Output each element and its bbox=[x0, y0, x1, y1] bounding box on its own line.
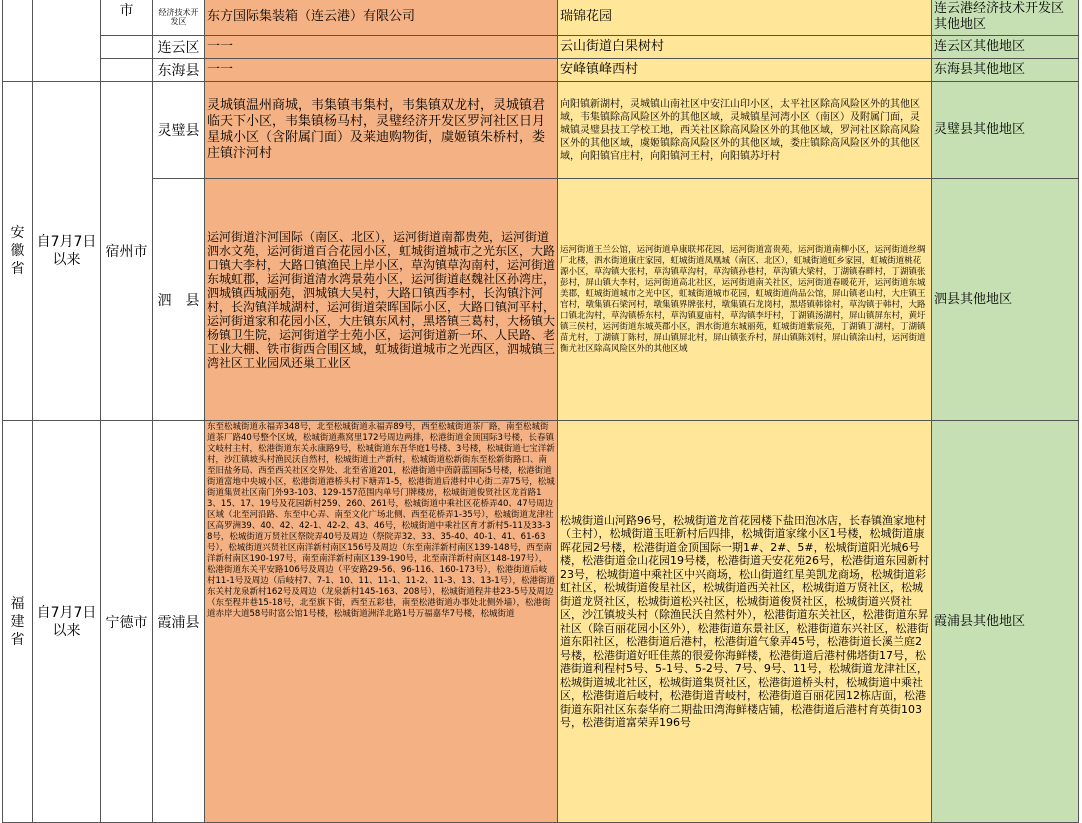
county-cell: 东海县 bbox=[153, 59, 205, 82]
city-cell-empty bbox=[101, 59, 153, 82]
period-cell: 自7月7日以来 bbox=[33, 421, 101, 823]
high-risk-cell: 灵城镇温州商城，韦集镇韦集村，韦集镇双龙村，灵城镇君临天下小区，韦集镇杨马村，灵璧经济开发区罗河社区日月星城小区（含附属门面）及莱迪购物街，虞姬镇朱桥村，娄庄镇汴河村 bbox=[205, 82, 558, 179]
period-cell: 自7月7日以来 bbox=[33, 82, 101, 421]
city-cell: 宿州市 bbox=[101, 82, 153, 421]
high-risk-cell: 一一 bbox=[205, 59, 558, 82]
table-row bbox=[3, 421, 1079, 823]
table-row bbox=[3, 82, 1079, 179]
high-risk-cell: 东至松城街道永福弄348号，北至松城街道永福弄89号，西至松城街道茶厂路，南至松城街道茶厂路40号整个区域，松城街道燕窝里172号周边两排，松港街道金顶国际3号楼，长春镇文岐村主村，松港街道东关永康路9号，松城街道东吾华庭1号楼、3号楼，松城街道七宝洋新村，沙江镇坡头村渔民沃自然村，松城街道土产新村，松城街道松新街东至松新街路口、南至旧盐务局、西至西关社区交界处、北至省道201，松港街道中茵蔚蓝国际5号楼，松港街道街道富地中央城小区，松港街道港桥头村下塘弄1-5，松港街道后港村中心街二弄75号，松城街道集贤社区南门外93-103、129-157范围内单号门牌楼房，松城街道俊贤社区龙首路13、15、17、19号及花园新村259、260、261号，松城街道中乘社区花桥弄40、47号周边区域（北至河沿路、东至中心弄、南至文化广场北侧、西至花桥弄1-35号），松城街道龙津社区高罗洲39、40、42、42-1、42-2、43、46号，松城街道中乘社区育才新村5-11及33-38号，松城街道万贤社区祭院弄40号及周边（祭院弄32、33、35-40、40-1、41、61-63号），松城街道兴贤社区南洋新村南区156号及周边（东至南洋新村南区139-148号，西至南洋新村南区190-197号，南至南洋新村南区139-190号，北至南洋新村南区148-197号），松港街道东关平安路106号及周边（平安路29-56、96-116、160-173号），松港街道后岐村11-1号及周边（后岐村7、7-1、10、11、11-1、11-2、11-3、13、13-1号），松港街道东关村龙泉新村162号及周边（龙泉新村145-163、208号），松城街道程井巷23-5号及周边（东至程井巷15-18号，北至旗下街，西至五彩巷，南至松港街道办事处北侧外墙），松港街道赤岸大道58号时富公馆1号楼，松城街道洲洋北路1号万福嘉华7号楼，松城街道 bbox=[205, 421, 558, 823]
province-cell: 福建省 bbox=[3, 421, 33, 823]
period-cell-empty bbox=[33, 0, 101, 82]
low-risk-cell: 泗县其他地区 bbox=[932, 179, 1079, 421]
low-risk-cell: 霞浦县其他地区 bbox=[932, 421, 1079, 823]
medium-risk-cell: 瑞锦花园 bbox=[558, 0, 932, 36]
low-risk-cell: 灵璧县其他地区 bbox=[932, 82, 1079, 179]
medium-risk-cell: 运河街道王兰公馆，运河街道阜康联邦花园，运河街道富贵苑，运河街道南柳小区，运河街道丝绸厂北楼，泗水街道康庄家园，虹城街道凤凰城（南区、北区），虹城街道虹乡家园，虹城街道桃花源小区，草沟镇大张村，草沟镇草沟村，草沟镇孙巷村，草沟镇大梁村，丁湖镇春畔村，丁湖镇张彭村，屏山镇大李村，运河街道高北社区，运河街道南关社区，运河街道春暖花开，运河街道东城美郡，虹城街道城市之光中区，虹城街道城市花园，虹城街道尚品公馆，屏山镇老山村，大庄镇王官村，墩集镇石梁河村，墩集镇界牌张村，墩集镇石龙岗村，黑塔镇韩徐村，草沟镇于韩村，大路口镇北沟村，草沟镇桥东村，草沟镇夏庙村，草沟镇李圩村，丁湖镇汤湖村，屏山镇屏东村，黄圩镇三侯村，运河街道东城英郡小区，泗水街道东城丽苑，虹城街道紫宸苑，丁湖镇丁湖村，丁湖镇苗尤村，丁湖镇丁陈村，屏山镇屏北村，屏山镇张乔村，屏山镇陈刘村，屏山镇涂山村，运河街道衡尤社区除高风险区外的其他区域 bbox=[558, 179, 932, 421]
medium-risk-cell: 云山街道白果树村 bbox=[558, 36, 932, 59]
low-risk-cell: 连云区其他地区 bbox=[932, 36, 1079, 59]
county-cell: 经济技术开发区 bbox=[153, 0, 205, 36]
county-cell: 泗 县 bbox=[153, 179, 205, 421]
table-row bbox=[3, 0, 1079, 36]
table-row bbox=[3, 36, 1079, 59]
county-cell: 灵璧县 bbox=[153, 82, 205, 179]
county-cell: 连云区 bbox=[153, 36, 205, 59]
low-risk-cell: 连云港经济技术开发区其他地区 bbox=[932, 0, 1079, 36]
city-cell-empty bbox=[101, 36, 153, 59]
table-row bbox=[3, 59, 1079, 82]
province-cell: 安徽省 bbox=[3, 82, 33, 421]
city-cell: 市 bbox=[101, 0, 153, 36]
city-cell: 宁德市 bbox=[101, 421, 153, 823]
county-cell: 霞浦县 bbox=[153, 421, 205, 823]
medium-risk-cell: 安峰镇峰西村 bbox=[558, 59, 932, 82]
province-cell-empty bbox=[3, 0, 33, 82]
high-risk-cell: 东方国际集装箱（连云港）有限公司 bbox=[205, 0, 558, 36]
table-row bbox=[3, 179, 1079, 421]
high-risk-cell: 运河街道汴河国际（南区、北区），运河街道南都贵苑，运河街道泗水文苑，运河街道百合花园小区，虹城街道城市之光东区，大路口镇大李村，大路口镇渔民上岸小区，草沟镇草沟南村，运河街道东城虹郡，运河街道清水湾景苑小区，运河街道赵魏社区孙湾庄，泗城镇西城丽苑，泗城镇大吴村，大路口镇西李村，长沟镇汴河村，长沟镇洋城湖村，运河街道荣晖国际小区，大路口镇河平村，运河街道家和花园小区，大庄镇东风村，黑塔镇三葛村，大杨镇大杨镇卫生院，运河街道学士苑小区，运河街道新一环、人民路、老工业大棚、铁市街西合围区域，虹城街道城市之光西区，泗城镇三湾社区工业园凤还巢工业区 bbox=[205, 179, 558, 421]
risk-area-table bbox=[2, 0, 1079, 823]
low-risk-cell: 东海县其他地区 bbox=[932, 59, 1079, 82]
high-risk-cell: 一一 bbox=[205, 36, 558, 59]
medium-risk-cell: 向阳镇新湖村，灵城镇山南社区中安江山印小区，太平社区除高风险区外的其他区域，韦集镇除高风险区外的其他区域，灵城镇星河湾小区（南区）及附属门面，灵城镇灵璧县技工学校工地，西关社区除高风险区外的其他区域，罗河社区除高风险区外的其他区域，虞姬镇除高风险区外的其他区域，娄庄镇除高风险区外的其他区域，向阳镇官庄村，向阳镇河王村，向阳镇苏圩村 bbox=[558, 82, 932, 179]
medium-risk-cell: 松城街道山河路96号，松城街道龙首花园楼下盐田泡冰店，长春镇渔家地村（主村），松城街道玉旺新村后四排，松城街道家缘小区1号楼，松城街道康晖花园2号楼，松港街道金顶国际一期1#、2#、5#，松城街道阳光城6号楼，松港街道金山花园19号楼，松港街道天安花苑26号，松港街道东园新村23号，松城街道中乘社区中兴商场，松山街道红星美凯龙商场，松城街道彩虹社区，松城街道俊星社区，松城街道西关社区，松城街道万贤社区，松城街道龙贤社区，松城街道松兴社区，松城街道俊贤社区，松城街道兴贤社区，沙江镇坡头村（除渔民沃自然村外），松港街道东关社区，松港街道东昇社区（除百丽花园小区外），松港街道东景社区，松港街道东兴社区，松港街道东阳社区，松港街道后港村，松港街道气象弄45号，松港街道长溪兰庭2号楼，松港街道好旺佳蒸的很爱你海鲜楼，松港街道后港村佛塔街17号，松港街道利程村5号、5-1号、5-2号、7号、9号、11号，松城街道龙津社区，松城街道城北社区，松城街道集贤社区，松港街道桥头村，松城街道中乘社区，松港街道后岐村，松港街道青岐村，松港街道百丽花园12栋店面，松港街道东阳社区东泰华府二期盐田湾海鲜楼店铺，松港街道后港村育英街103号，松港街道富荣弄196号 bbox=[558, 421, 932, 823]
